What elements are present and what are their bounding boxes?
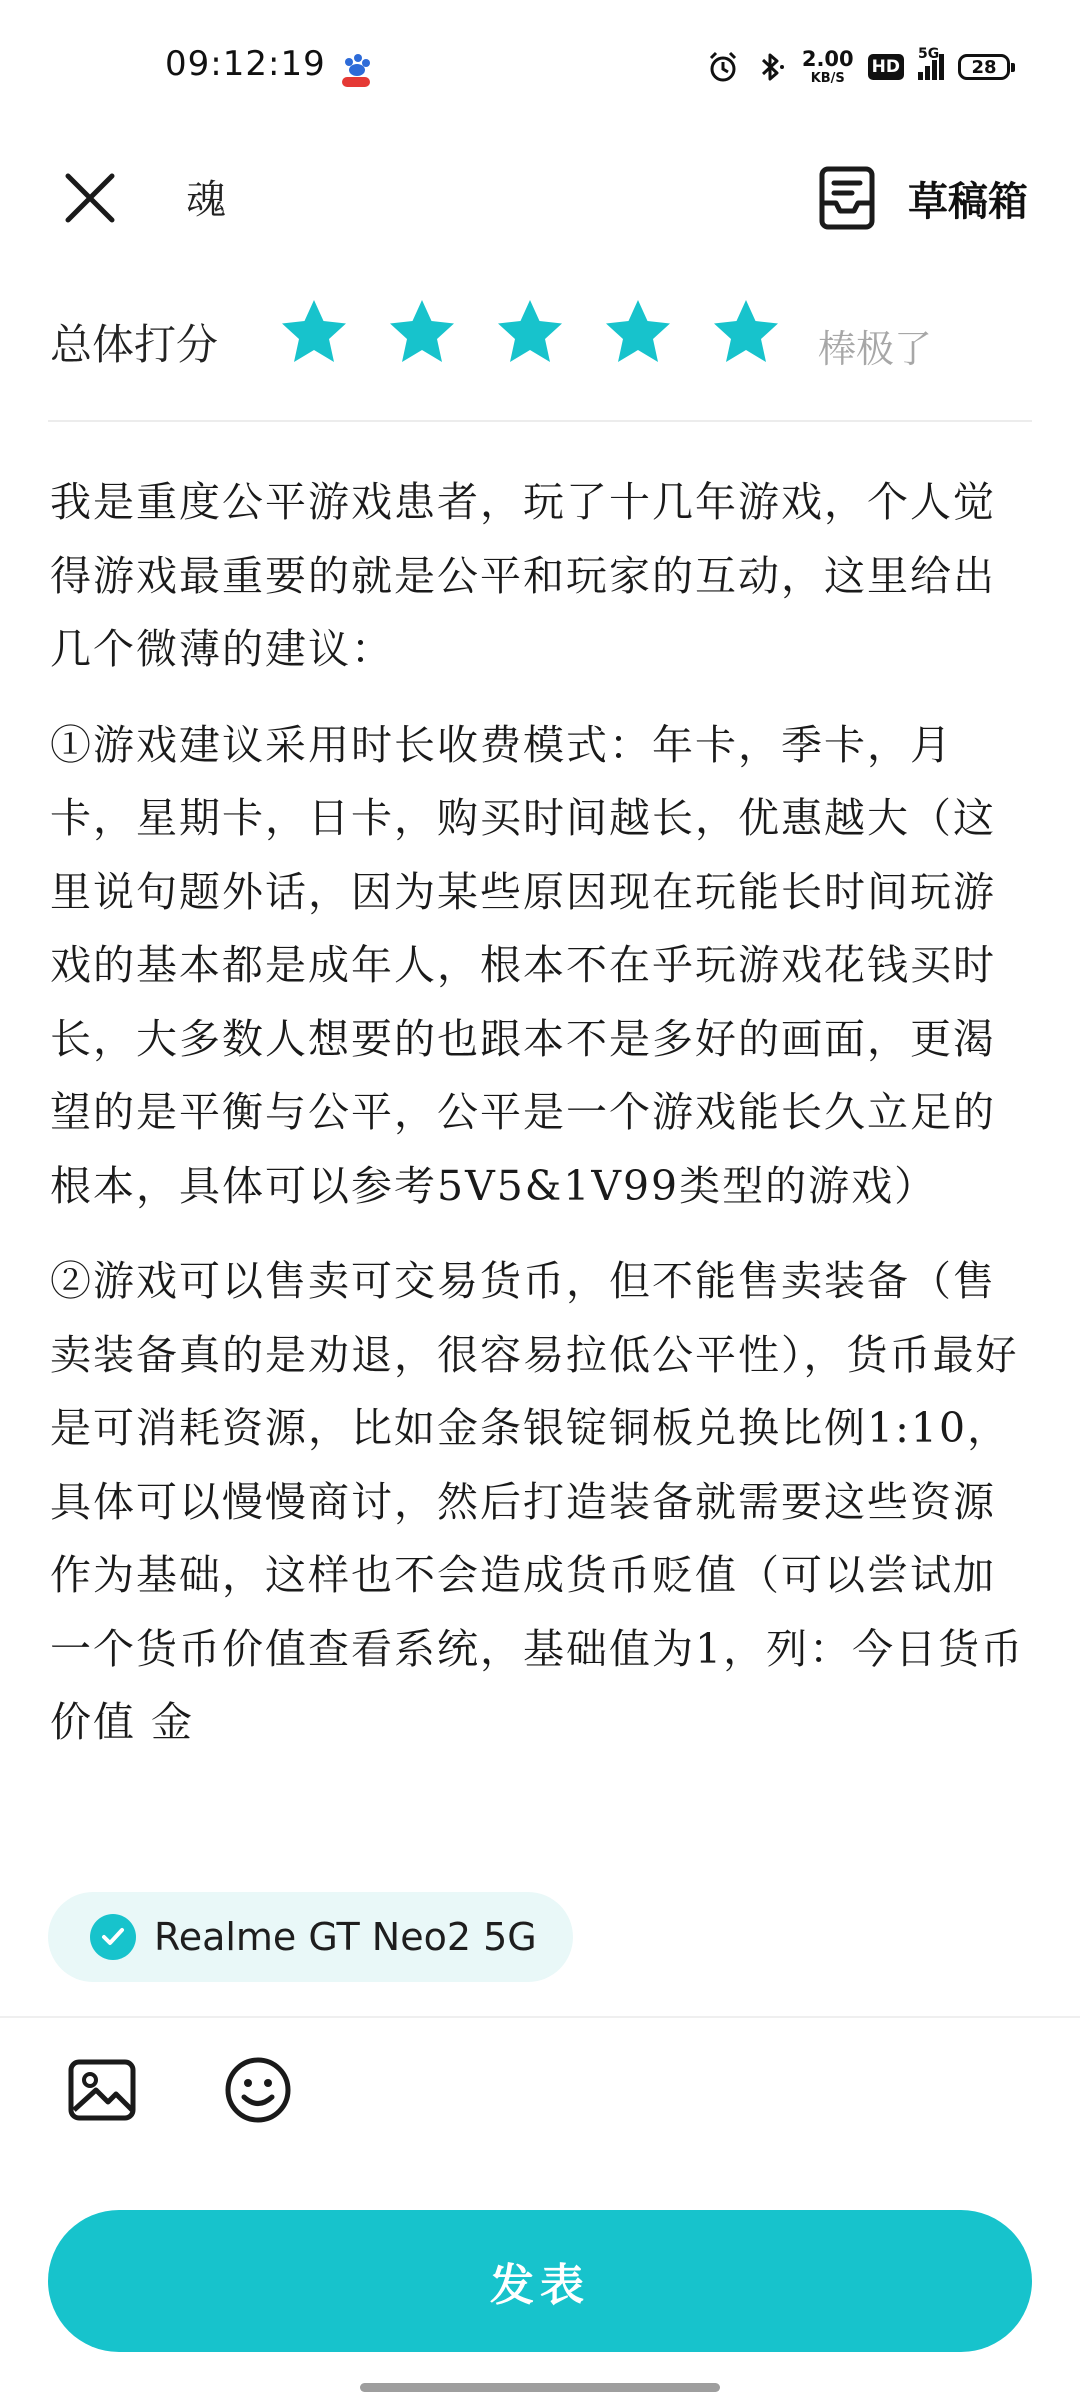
drafts-box-icon [816,165,880,231]
close-button[interactable] [50,158,130,238]
drafts-label: 草稿箱 [908,178,1028,225]
battery-level: 28 [971,56,997,78]
device-name: Realme GT Neo2 5G [154,1915,537,1959]
battery-indicator [958,54,1010,80]
image-icon [66,2054,138,2126]
star-icon[interactable] [278,296,350,368]
network-speed [802,49,854,85]
status-icons [706,44,1010,90]
review-paragraph: ①游戏建议采用时长收费模式：年卡，季卡，月卡，星期卡，日卡，购买时间越长，优惠越大（这里说句题外话，因为某些原因现在玩能长时间玩游戏的基本都是成年人，根本不在乎玩游戏花钱买时长，大多数人想要的也跟本不是多好的画面，更渴望的是平衡与公平，公平是一个游戏能长久立足的根本，具体可以参考5V5&1V99类型的游戏） [50,720,996,1210]
review-paragraph: 我是重度公平游戏患者，玩了十几年游戏，个人觉得游戏最重要的就是公平和玩家的互动，这里给出几个微薄的建议： [50,478,996,673]
rating-text: 棒极了 [818,327,933,371]
network-speed-value: 2.00 [801,47,854,71]
star-icon[interactable] [386,296,458,368]
drafts-button[interactable] [816,158,1028,238]
emoji-icon [222,2054,294,2126]
close-icon [62,170,118,226]
app-notification-icon [336,52,376,88]
check-icon [90,1914,136,1960]
alarm-icon [706,50,740,84]
network-speed-unit: KB/S [810,71,845,86]
emoji-button[interactable] [222,2054,294,2126]
device-chip[interactable] [48,1892,573,1982]
hd-badge: HD [868,54,904,80]
star-rating[interactable] [278,296,782,368]
home-indicator[interactable] [360,2383,720,2392]
star-icon[interactable] [710,296,782,368]
network-type: 5G [918,46,940,62]
bluetooth-icon [754,50,788,84]
signal-icon [918,46,944,80]
status-time: 09:12:19 [165,44,326,84]
publish-button[interactable]: 发表 [48,2210,1032,2352]
insert-image-button[interactable] [66,2054,138,2126]
divider [48,420,1032,422]
toolbar-divider [0,2016,1080,2018]
star-icon[interactable] [602,296,674,368]
rating-label: 总体打分 [50,320,219,369]
star-icon[interactable] [494,296,566,368]
page-title: 魂 [186,177,226,223]
review-text-area[interactable] [50,466,1025,1850]
review-paragraph: ②游戏可以售卖可交易货币，但不能售卖装备（售卖装备真的是劝退，很容易拉低公平性），货币最好是可消耗资源，比如金条银锭铜板兑换比例1:10，具体可以慢慢商讨，然后打造装备就需要这些资源作为基础，这样也不会造成货币贬值（可以尝试加一个货币价值查看系统，基础值为1，列：今日货币价值 金 [50,1257,1025,1746]
